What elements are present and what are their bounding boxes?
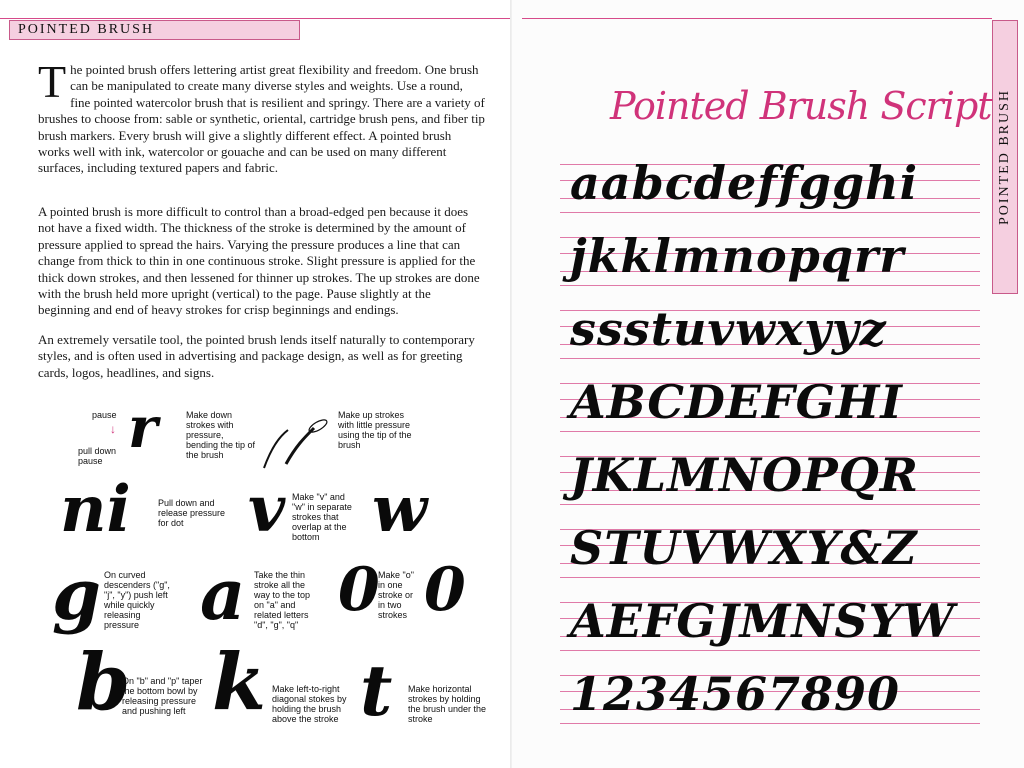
arrow-down-icon: ↓ (110, 422, 116, 436)
guide-line (560, 504, 980, 505)
demo-diagonal: Make left-to-right diagonal stokes by holding the brush above the stroke (272, 684, 347, 724)
demo-pause-label: pause (92, 410, 117, 420)
letter-w-example: w (372, 472, 428, 547)
letter-v-example: v (248, 472, 286, 547)
body-paragraph-2: A pointed brush is more difficult to control than a broad-edged pen because it does not have a fixed width. The thickness of the stroke is determined by the amount of pressure applied to spread the hairs. Varying the pressure produces a line that can change from thick to thin in one continuous stroke. Slight pressure is applied for the thick down strokes, and then lessened for thinner up strokes. The up strokes are done with the brush held more upright (vertical) to the page. Pause slightly at the beginning and end of heavy strokes for crisp beginnings and endings. (38, 204, 480, 318)
demo-horizontal: Make horizontal strokes by holding the brush under the stroke (408, 684, 487, 724)
demo-o-strokes: Make "o" in one stroke or in two strokes (378, 570, 414, 620)
side-label-tab (992, 20, 1018, 294)
demo-curved-descenders: On curved descenders ("g", "j", "y") push left while quickly releasing pressure (104, 570, 170, 630)
alphabet-row-text: jkklmnopqrr (570, 229, 905, 283)
guide-line (560, 212, 980, 213)
alphabet-row-text: ABCDEFGHI (570, 375, 903, 429)
guide-line (560, 358, 980, 359)
alphabet-row-1 (560, 152, 980, 216)
letter-a-example: a (200, 553, 246, 636)
drop-cap: T (38, 56, 67, 107)
section-label-tab: POINTED BRUSH (9, 20, 300, 40)
alphabet-row-6 (560, 517, 980, 581)
guide-line (560, 650, 980, 651)
body-paragraph-1 (38, 56, 486, 177)
demo-v-w: Make "v" and "w" in separate strokes that overlap at the bottom (292, 492, 352, 542)
alphabet-row-5 (560, 444, 980, 508)
letter-o-example-2: 0 (424, 555, 466, 625)
demo-pull-down-release: Pull down and release pressure for dot (158, 498, 226, 528)
alphabet-row-text: ssstuvwxyyz (570, 302, 887, 356)
top-rule-left (0, 18, 512, 19)
letter-t-example: t (360, 649, 393, 732)
guide-line (560, 285, 980, 286)
alphabet-row-text: aabcdeffgghi (570, 156, 919, 210)
guide-line (560, 431, 980, 432)
letter-k-example: k (212, 637, 267, 728)
alphabet-row-7 (560, 590, 980, 654)
alphabet-row-text: 1234567890 (570, 667, 901, 721)
letters-ni-example: ni (60, 472, 131, 547)
letter-r-example: r (128, 395, 158, 461)
letter-g-example: g (52, 553, 101, 636)
alphabet-row-3 (560, 298, 980, 362)
alphabet-row-text: AEFGJMNSYW (570, 594, 956, 648)
body-paragraph-3: An extremely versatile tool, the pointed brush lends itself naturally to contemporary styles, and is often used in advertising and package design, as well as for greeting cards, logos, headlines, and signs. (38, 332, 475, 380)
paragraph-1-text: he pointed brush offers lettering artist great flexibility and freedom. One brush can be manipulated to create many diverse styles and weights. Use a round, fine pointed watercolor brush that is resilient and springy. There are a variety of brushes to choose from: sable or synthetic, oriental, cartridge brush pens, and fiber tip brush markers. Every brush will give a slightly different effect. A pointed brush works well with ink, watercolor or gouache and can be used on many different surfaces, including textured papers and fabric. (38, 62, 485, 176)
alphabet-row-8 (560, 663, 980, 727)
demo-thin-stroke: Take the thin stroke all the way to the top on "a" and related letters "d", "g", "q" (254, 570, 311, 630)
side-label-text: POINTED BRUSH (997, 88, 1012, 226)
demo-down-strokes: Make down strokes with pressure, bending the tip of the brush (186, 410, 256, 460)
demo-b-p: On "b" and "p" taper the bottom bowl by releasing pressure and pushing left (122, 676, 203, 716)
alphabet-row-text: STUVWXY&Z (570, 521, 918, 575)
top-rule-right (522, 18, 992, 19)
alphabet-row-2 (560, 225, 980, 289)
guide-line (560, 723, 980, 724)
alphabet-row-text: JKLMNOPQR (570, 448, 920, 502)
script-title: Pointed Brush Script (610, 84, 992, 128)
letter-o-example-1: 0 (338, 555, 380, 625)
alphabet-row-4 (560, 371, 980, 435)
demo-pull-down-label: pull down pause (78, 446, 117, 466)
guide-line (560, 577, 980, 578)
letter-b-example: b (76, 637, 131, 728)
brush-stroke-illustration (258, 416, 338, 472)
demo-up-strokes: Make up strokes with little pressure using the tip of the brush (338, 410, 412, 450)
